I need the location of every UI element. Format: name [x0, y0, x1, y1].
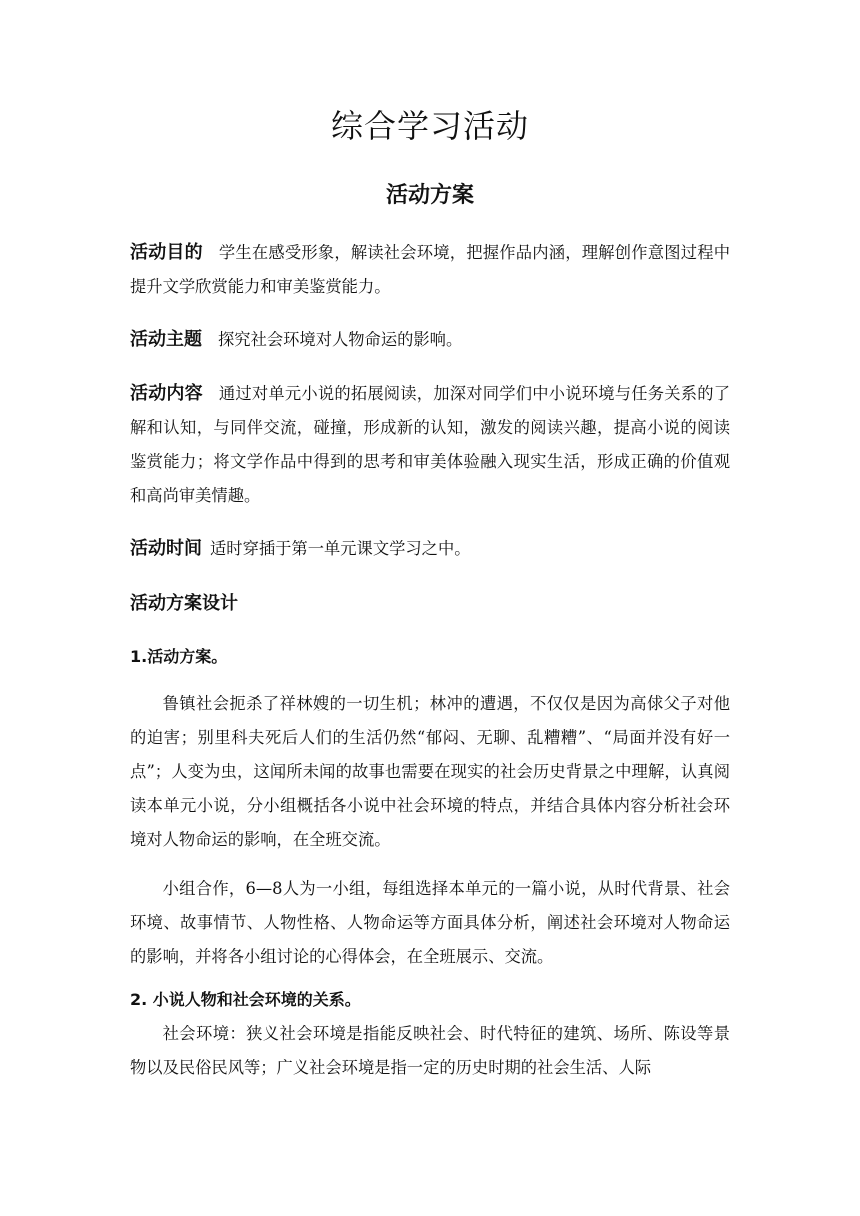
purpose-label: 活动目的: [130, 242, 203, 263]
theme-label: 活动主题: [130, 329, 202, 350]
time-label: 活动时间: [130, 538, 202, 559]
content-text: 通过对单元小说的拓展阅读，加深对同学们中小说环境与任务关系的了解和认知，与同伴交流，碰撞，形成新的认知，激发的阅读兴趣，提高小说的阅读鉴赏能力；将文学作品中得到的思考和审美体验融入现实生活，形成正确的价值观和高尚审美情趣。: [130, 384, 730, 505]
time-text: 适时穿插于第一单元课文学习之中。: [210, 539, 471, 558]
purpose-text: 学生在感受形象，解读社会环境，把握作品内涵，理解创作意图过程中提升文学欣赏能力和审美鉴赏能力。: [130, 243, 730, 296]
content-label: 活动内容: [130, 383, 203, 404]
time-paragraph: [130, 532, 730, 566]
section2-paragraph-1: 社会环境：狭义社会环境是指能反映社会、时代特征的建筑、场所、陈设等景物以及民俗民风等；广义社会环境是指一定的历史时期的社会生活、人际: [130, 1024, 730, 1077]
purpose-paragraph: [130, 236, 730, 304]
content-paragraph: [130, 377, 730, 513]
section1-paragraph-2: 小组合作，6—8人为一小组，每组选择本单元的一篇小说，从时代背景、社会环境、故事情节、人物性格、人物命运等方面具体分析，阐述社会环境对人物命运的影响，并将各小组讨论的心得体会，在全班展示、交流。: [130, 879, 730, 966]
section1-paragraph-1: 鲁镇社会扼杀了祥林嫂的一切生机；林冲的遭遇，不仅仅是因为高俅父子对他的迫害；别里科夫死后人们的生活仍然“郁闷、无聊、乱糟糟”、“局面并没有好一点”；人变为虫，这闻所未闻的故事也需要在现实的社会历史背景之中理解，认真阅读本单元小说，分小组概括各小说中社会环境的特点，并结合具体内容分析社会环境对人物命运的影响，在全班交流。: [130, 694, 730, 849]
theme-text: 探究社会环境对人物命运的影响。: [218, 330, 463, 349]
design-heading: 活动方案设计: [130, 593, 238, 614]
document-subtitle: 活动方案: [385, 183, 474, 208]
document-title: 综合学习活动: [330, 107, 529, 145]
theme-paragraph: [130, 323, 730, 357]
section2-heading: 2. 小说人物和社会环境的关系。: [130, 990, 361, 1009]
section1-heading: 1.活动方案。: [130, 647, 228, 666]
